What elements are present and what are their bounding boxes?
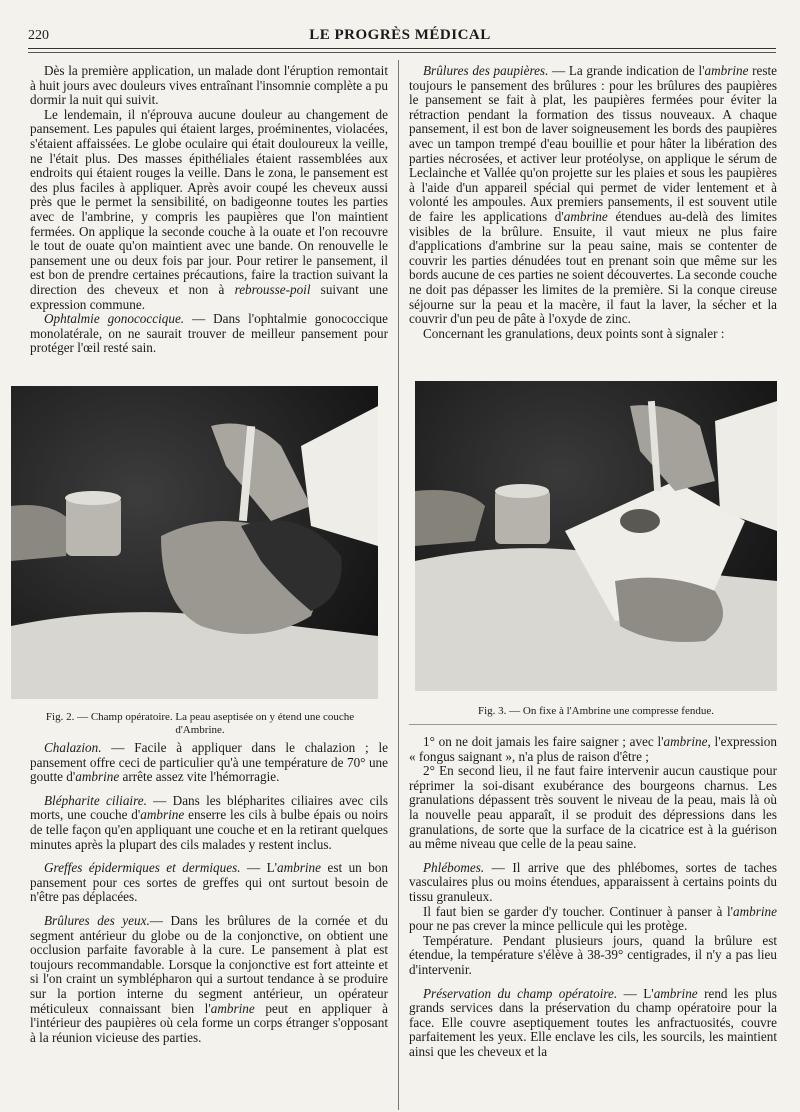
paragraph: Dès la première application, un malade dont l'éruption remontait à huit jours avec douleurs vives entraînant l'insomnie complète a pu dormir la nuit qui suivit. [30, 63, 388, 108]
header-rule [28, 48, 776, 49]
left-column-top [30, 64, 388, 356]
section-heading: Ophtalmie gonococcique. [44, 311, 185, 327]
figure-2-illustration [11, 386, 378, 699]
section-heading: Phlébomes. [423, 859, 485, 875]
page-number: 220 [28, 28, 49, 43]
right-column-top [409, 64, 777, 341]
right-column-bottom [409, 735, 777, 1059]
section-heading: Préservation du champ opératoire. [423, 985, 618, 1001]
figure-3-caption: Fig. 3. — On fixe à l'Ambrine une compresse fendue. [478, 705, 714, 717]
section-heading: Brûlures des yeux. [44, 912, 150, 928]
paragraph-greffes: Greffes épidermiques et dermiques. — L'ambrine est un bon pansement pour ces sortes de greffes qui ont surtout besoin de n'être pas déplacées. [30, 860, 388, 905]
paragraph: 1° on ne doit jamais les faire saigner ; avec l'ambrine, l'expression « fongus saignant », n'a plus de raison d'être ; [409, 734, 777, 764]
page-header [0, 0, 800, 48]
paragraph-phlebomes: Phlébomes. — Il arrive que des phlébomes, sortes de taches vasculaires plus ou moins étendues, apparaissent à certains points du tissu granuleux. [409, 859, 777, 904]
left-column-bottom [30, 741, 388, 1045]
column-divider [398, 60, 399, 1110]
section-heading: Blépharite ciliaire. [44, 792, 147, 808]
paragraph: Concernant les granulations, deux points sont à signaler : [423, 325, 725, 341]
figure-2-caption: Fig. 2. — Champ opératoire. La peau aseptisée on y étend une couche d'Ambrine. [45, 711, 355, 736]
paragraph-ophtalmie: Ophtalmie gonococcique. — Dans l'ophtalmie gonococcique monolatérale, on ne saurait trouver de meilleur pansement pour protéger l'œil resté sain. [30, 311, 388, 356]
figure-3-illustration [415, 381, 777, 691]
paragraph-temperature: Température. Pendant plusieurs jours, quand la brûlure est étendue, la température s'élève à 38-39° centigrades, il n'y a pas lieu d'intervenir. [409, 932, 777, 977]
section-heading: Greffes épidermiques et dermiques. [44, 860, 241, 876]
paragraph: Le lendemain, il n'éprouva aucune douleur au changement de pansement. Les papules qui étaient larges, proéminentes, violacées, s'étaient affaissées. Le globe oculaire qui était douloureux la veille, ne l'était plus. Des masses épithéliales étaient rassemblées aux endroits qui étaient rouges la veille. Dans le zona, le pansement est des plus faciles à appliquer. Après avoir coupé les cheveux aussi près que le permet la sensibilité, on badigeonne toutes les parties avec de l'ambrine, y compris les paupières que l'on maintient fermées. On applique la seconde couche à la ouate et l'on recouvre le tout de ouate qu'on maintient avec une bande. On renouvelle le pansement une ou deux fois par jour. Pour retirer le pansement, il est bon de prendre certaines précautions, faire la traction suivant la direction des cheveux et non à rebrousse-poil suivant une expression commune. [30, 106, 388, 312]
paragraph-brulures-yeux: Brûlures des yeux.— Dans les brûlures de la cornée et du segment antérieur du globe ou de la conjonctive, on obtient une occlusion parfaite favorable à la cure. Le pansement à plat est toujours recommandable. Lorsque la conjonctive est fort atteinte et si l'on craint un symblépharon qui a surtout tendance à se produire sur la portion interne du segment antérieur, un opérateur méticuleux connaissant bien l'ambrine peut en appliquer à l'intérieur des paupières où cela forme un corps étranger s'opposant à la réunion vicieuse des parties. [30, 912, 388, 1045]
figure-3-photo [415, 381, 777, 691]
paragraph-brulures-paupieres: Brûlures des paupières. — La grande indication de l'ambrine reste toujours le pansement des brûlures : pour les brûlures des paupières le pansement se fait à plat, les paupières fermées pour éviter la rétraction pendant la formation des tissus nouveaux. A chaque pansement, il est bon de laver soigneusement les bords des paupières avec un tampon trempé d'eau bouillie et pour hâter la libération des parties nécrosées, et activer leur protéolyse, on applique le sérum de Leclainche et Vallée qu'on projette sur les plaies et sous les paupières à l'aide d'un appareil spécial qui permet de vider lentement et à volonté les ampoules. Aux premiers pansements, il est souvent utile de faire les applications d'ambrine étendues au-delà des limites visibles de la brûlure. Ensuite, il vaut mieux ne plus faire d'applications d'ambrine sur la peau saine, mais se contenter de couvrir les parties dénudées tout en prenant soin que même sur les bords aucune de ces parties ne soient découvertes. La seconde couche ne doit pas dépasser les limites de la première. Si la conque cireuse séjourne sur la peau et la macère, il faut la laver, la sécher et la couvrir d'un peu de pâte à l'oxyde de zinc. [409, 63, 777, 327]
section-heading: Chalazion. [44, 740, 102, 755]
caption-rule [409, 724, 777, 725]
paragraph-preservation: Préservation du champ opératoire. — L'ambrine rend les plus grands services dans la préservation du champ opératoire pour la face. Elle couvre aseptiquement toutes les anfractuosités, couvre parfaitement les yeux. Elle enclave les cils, les sourcils, les maintient ainsi que les cheveux et la [409, 985, 777, 1059]
figure-2-photo [11, 386, 378, 699]
paragraph-chalazion: Chalazion. — Facile à appliquer dans le chalazion ; le pansement offre ceci de particulier qu'à une température de 70° une goutte d'ambrine arrête assez vite l'hémorragie. [30, 740, 388, 785]
journal-title: LE PROGRÈS MÉDICAL [309, 27, 491, 43]
paragraph: Il faut bien se garder d'y toucher. Continuer à panser à l'ambrine pour ne pas crever la mince pellicule qui les protège. [409, 903, 777, 934]
paragraph: 2° En second lieu, il ne faut faire intervenir aucun caustique pour réprimer la soi-disant exubérance des bourgeons charnus. Les granulations dépassent très souvent le niveau de la peau, mais là où la nouvelle peau apparaît, il se produit des dépressions dans les granulations, de sorte que la surface de la cicatrice est à la guérison au même niveau que celle de la peau saine. [409, 763, 777, 852]
section-heading: Brûlures des paupières. [423, 63, 549, 78]
header-rule-thin [28, 52, 776, 53]
paragraph-blepharite: Blépharite ciliaire. — Dans les blépharites ciliaires avec cils morts, une couche d'ambrine enserre les cils à bulbe épais ou noirs de telle façon qu'en appliquant une couche et en la retirant quelques minutes après la plupart des cils malades y restent inclus. [30, 792, 389, 852]
